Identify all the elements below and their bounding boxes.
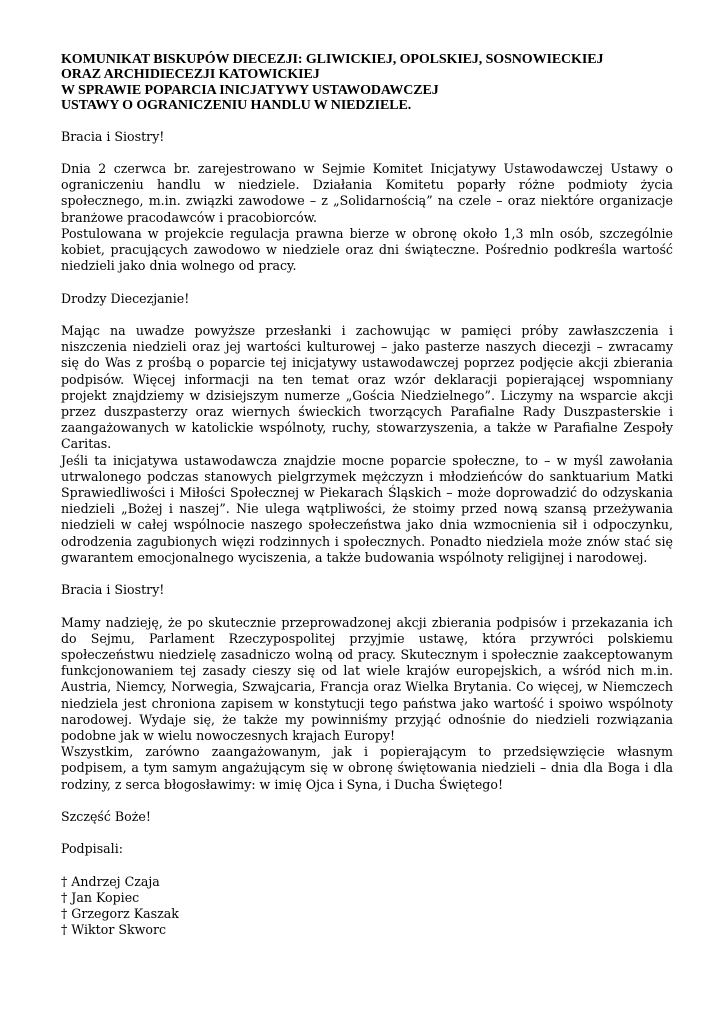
paragraph-committee-registration: Dnia 2 czerwca br. zarejestrowano w Sejmie Komitet Inicjatywy Ustawodawczej Ustawy o ograniczeniu handlu w niedziele. Działania Komitetu poparły różne podmioty życia społecznego, m.in. związki zawodowe – z „Solidarnością” na czele – oraz niektóre organizacje branżowe pracodawców i pracobiorców. (61, 161, 673, 225)
closing-greeting: Szczęść Boże! (61, 809, 151, 825)
salutation-diocesans: Drodzy Diecezjanie! (61, 290, 190, 306)
signer-item: † Andrzej Czaja (61, 873, 160, 889)
document-page (61, 52, 673, 939)
title-line-2: ORAZ ARCHIDIECEZJI KATOWICKIEJ (61, 67, 320, 83)
signer-item: † Wiktor Skworc (61, 922, 167, 938)
title-line-3: W SPRAWIE POPARCIA INICJATYWY USTAWODAWCZEJ (61, 82, 439, 98)
paragraph-sunday-value: Jeśli ta inicjatywa ustawodawcza znajdzie mocne poparcie społeczne, to – w myśl zawołania utrwalonego podczas stanowych pielgrzymek mężczyzn i młodzieńców do sanktuarium Matki Sprawiedliwości i Miłości Społecznej w Piekarach Śląskich – może doprowadzić do odzyskania niedzieli „Bożej i naszej”. Nie ulega wątpliwości, że stoimy przed nową szansą przeżywania niedzieli w całej wspólnocie naszego społeczeństwa jako dnia wzmocnienia sił i odpoczynku, odrodzenia zagubionych więzi rodzinnych i społecznych. Ponadto niedziela może znów stać się gwarantem emocjonalnego wyciszenia, a także budowania wspólnoty religijnej i narodowej. (61, 452, 673, 565)
salutation-brothers-sisters-1: Bracia i Siostry! (61, 128, 165, 144)
paragraph-hope-law: Mamy nadzieję, że po skutecznie przeprowadzonej akcji zbierania podpisów i przekazania ich do Sejmu, Parlament Rzeczypospolitej przyjmie ustawę, która przywróci polskiemu społeczeństwu niedzielę zasadniczo wolną od pracy. Skutecznym i społecznie zaakceptowanym funkcjonowaniem tej zasady cieszy się od lat wiele krajów europejskich, a wśród nich m.in. Austria, Niemcy, Norwegia, Szwajcaria, Francja oraz Wielka Brytania. Co więcej, w Niemczech niedziela jest chroniona zapisem w konstytucji tego państwa jako wartość i spoiwo wspólnoty narodowej. Wydaje się, że także my powinniśmy przyjąć odnośnie do niedzieli rozwiązania podobne jak w wielu nowoczesnych krajach Europy! (61, 614, 673, 744)
paragraph-regulation-scope: Postulowana w projekcie regulacja prawna bierze w obronę około 1,3 mln osób, szczególnie kobiet, pracujących zawodowo w niedziele oraz dni świąteczne. Pośrednio podkreśla wartość niedzieli jako dnia wolnego od pracy. (61, 225, 673, 274)
section-appeal (61, 323, 673, 566)
paragraph-signature-appeal: Mając na uwadze powyższe przesłanki i zachowując w pamięci próby zawłaszczenia i niszczenia niedzieli oraz jej wartości kulturowej – jako pasterze naszych diecezji – zwracamy się do Was z prośbą o poparcie tej inicjatywy ustawodawczej poprzez podjęcie akcji zbierania podpisów. Więcej informacji na ten temat oraz wzór deklaracji popierającej wspomniany projekt znajdziemy w dzisiejszym numerze „Gościa Niedzielnego”. Liczymy na wsparcie akcji przez duszpasterzy oraz wiernych świeckich tworzących Parafialne Rady Duszpasterskie i zaangażowanych w katolickie wspólnoty, ruchy, stowarzyszenia, a także w Parafialne Zespoły Caritas. (61, 323, 673, 452)
title-line-4: USTAWY O OGRANICZENIU HANDLU W NIEDZIELE. (61, 98, 412, 114)
signers-list (61, 874, 673, 939)
signed-label: Podpisali: (61, 841, 123, 857)
document-title (61, 52, 673, 114)
signer-item: † Jan Kopiec (61, 890, 140, 906)
section-hope-blessing (61, 615, 673, 793)
section-committee (61, 161, 673, 274)
salutation-brothers-sisters-2: Bracia i Siostry! (61, 582, 165, 598)
signer-item: † Grzegorz Kaszak (61, 906, 179, 922)
paragraph-blessing: Wszystkim, zarówno zaangażowanym, jak i popierającym to przedsięwzięcie własnym podpisem, a tym samym angażującym się w obronę świętowania niedzieli – dnia dla Boga i dla rodziny, z serca błogosławimy: w imię Ojca i Syna, i Ducha Świętego! (61, 744, 673, 792)
title-line-1: KOMUNIKAT BISKUPÓW DIECEZJI: GLIWICKIEJ, OPOLSKIEJ, SOSNOWIECKIEJ (61, 52, 604, 67)
